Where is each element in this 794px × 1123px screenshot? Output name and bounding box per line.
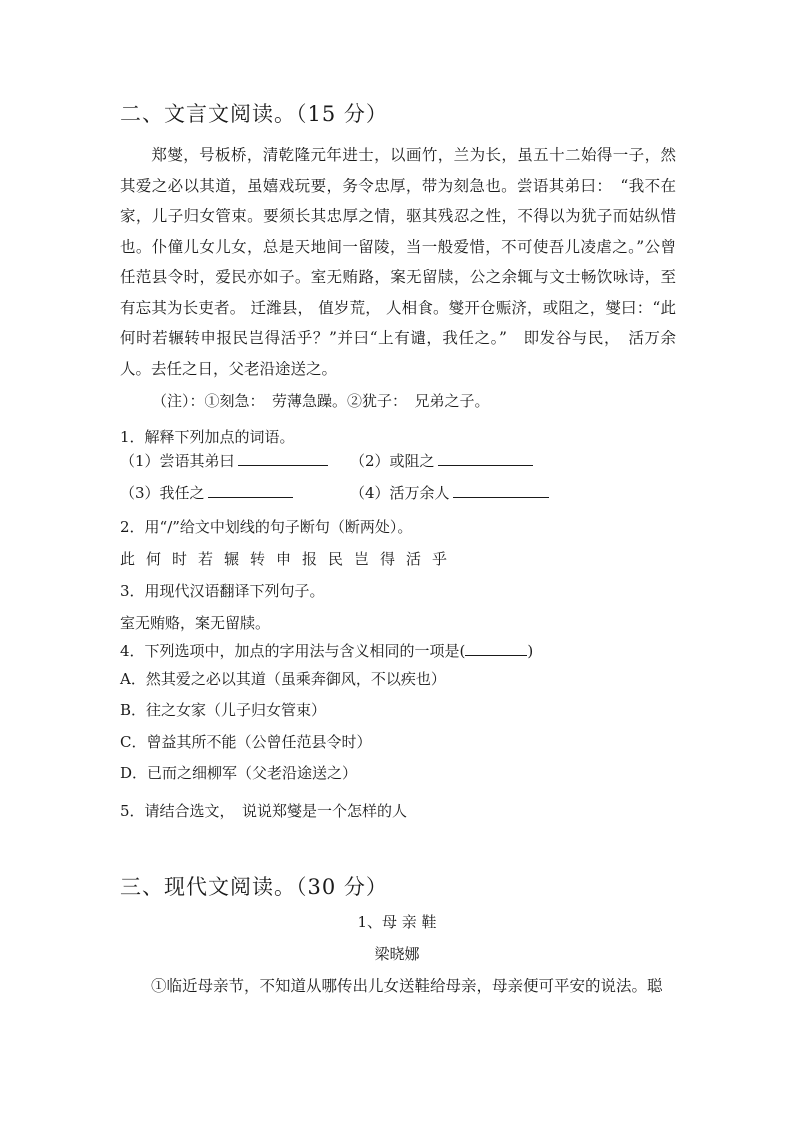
question-1: 1．解释下列加点的词语。 bbox=[120, 428, 295, 446]
answer-blank[interactable] bbox=[453, 483, 549, 498]
passage-text: 郑燮，号板桥，清乾隆元年进士，以画竹，兰为长，虽五十二始得一子，然其爱之必以其道，虽嬉戏玩要，务令忠厚，带为刻急也。尝语其弟曰： “我不在家，儿子归女管束。要须长其忠厚之情，驱其残忍之性，不得以为犹子而姑纵惜也。仆僮儿女儿女，总是天地间一留陵，当一般爱惜，不可使吾儿凌虐之。”公曾任范县令时，爱民亦如子。室无贿路，案无留牍，公之余辄与文士畅饮咏诗，至有忘其为长吏者。 迁潍县， 值岁荒， 人相食。燮开仓赈济，或阻之，燮曰：“此何时若辗转申报民岂得活乎？”并曰“上有谴，我任之。” 即发谷与民， 活万余人。去任之日，父老沿途送之。 bbox=[120, 146, 676, 378]
q1-item-2-text: （2）或阻之 bbox=[350, 452, 435, 470]
question-4-close: ) bbox=[527, 642, 534, 660]
article-first-paragraph: ①临近母亲节，不知道从哪传出儿女送鞋给母亲，母亲便可平安的说法。聪 bbox=[151, 977, 663, 995]
q1-item-4 bbox=[350, 482, 549, 503]
q3-sentence: 室无贿赂，案无留牍。 bbox=[120, 614, 271, 632]
question-3: 3．用现代汉语翻译下列句子。 bbox=[120, 582, 325, 600]
q4-option-a: A．然其爱之必以其道（虽乘奔御风，不以疾也） bbox=[120, 670, 446, 688]
question-2: 2．用“/”给文中划线的句子断句（断两处）。 bbox=[120, 518, 413, 536]
article-title: 1、母 亲 鞋 bbox=[357, 913, 437, 931]
question-5: 5．请结合选文， 说说郑燮是一个怎样的人 bbox=[120, 802, 408, 820]
question-4 bbox=[120, 640, 533, 661]
answer-blank[interactable] bbox=[438, 451, 533, 466]
section3-title: 三、现代文阅读。（30 分） bbox=[120, 875, 388, 899]
q4-option-c: C．曾益其所不能（公曾任范县令时） bbox=[120, 733, 372, 751]
q1-item-4-text: （4）活万余人 bbox=[350, 484, 450, 502]
answer-blank[interactable] bbox=[208, 483, 293, 498]
q1-item-3-text: （3）我任之 bbox=[120, 484, 205, 502]
q1-item-2 bbox=[350, 450, 533, 471]
answer-blank[interactable] bbox=[238, 451, 328, 466]
section2-title: 二、文言文阅读。（15 分） bbox=[120, 102, 388, 126]
question-4-text: 4．下列选项中，加点的字用法与含义相同的一项是( bbox=[120, 642, 466, 660]
q4-option-b: B．往之女家（儿子归女管束） bbox=[120, 701, 327, 719]
passage-note: （注）：①刻急： 劳薄急躁。②犹子： 兄弟之子。 bbox=[152, 392, 490, 410]
article-author: 梁晓娜 bbox=[374, 945, 420, 963]
q1-item-1-text: （1）尝语其弟曰 bbox=[120, 452, 235, 470]
q1-item-1 bbox=[120, 450, 328, 471]
q2-sentence: 此何时若辗转申报民岂得活乎 bbox=[120, 550, 459, 568]
classical-passage bbox=[120, 140, 676, 384]
choice-blank[interactable] bbox=[465, 642, 527, 656]
q4-option-d: D．已而之细柳军（父老沿途送之） bbox=[120, 764, 358, 782]
q1-item-3 bbox=[120, 482, 293, 503]
